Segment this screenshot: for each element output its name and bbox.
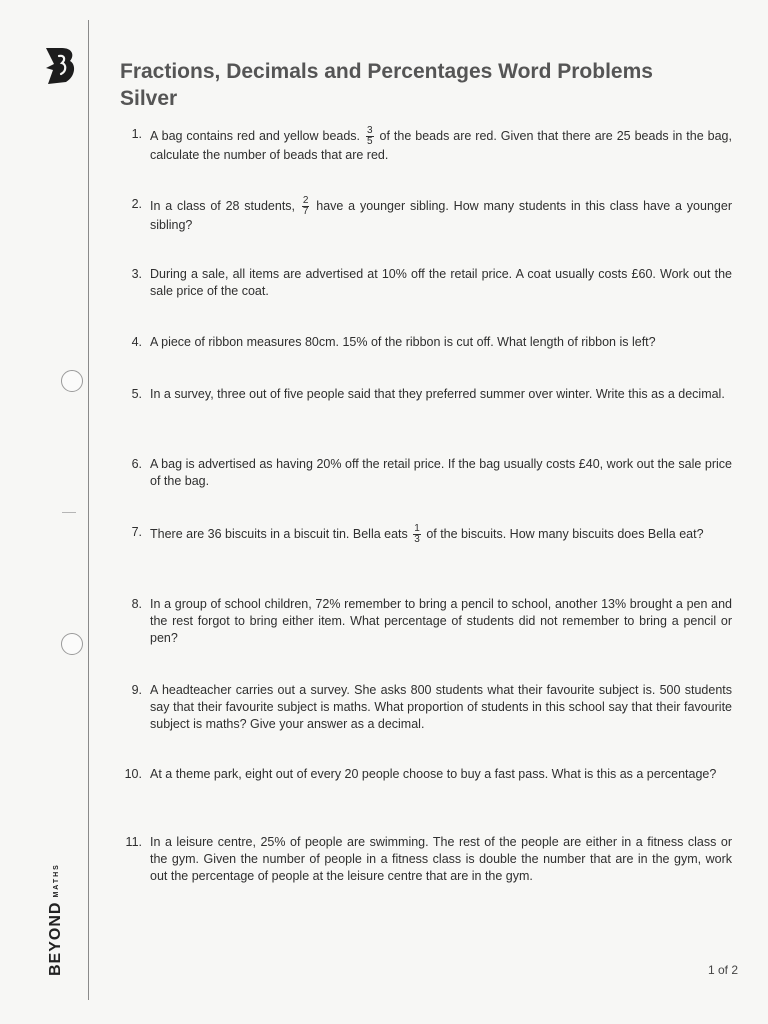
fraction [302, 196, 310, 217]
question-text-part: In a class of 28 students, [150, 198, 296, 213]
fraction-numerator: 2 [302, 195, 309, 206]
question-5 [118, 386, 732, 403]
question-text: In a survey, three out of five people said that they preferred summer over winter. Write this as a decimal. [150, 387, 725, 401]
fraction-denominator: 5 [367, 136, 373, 147]
question-number: 10. [124, 767, 142, 781]
question-text-part: A bag contains red and yellow beads. [150, 128, 361, 143]
question-text: At a theme park, eight out of every 20 people choose to buy a fast pass. What is this as a percentage? [150, 767, 717, 781]
question-text: A headteacher carries out a survey. She asks 800 students what their favourite subject is. 500 students say that their favourite subject is maths. What proportion of students in this school say that their favourite subject is maths? Give your answer as a decimal. [150, 683, 732, 731]
question-text [150, 126, 732, 164]
question-text [150, 524, 732, 545]
question-number: 2. [131, 197, 142, 211]
fraction-denominator: 3 [414, 534, 420, 545]
fraction-denominator: 7 [302, 206, 309, 217]
fraction-numerator: 3 [367, 125, 373, 136]
question-text-part: of the beads are red. Given that there are 25 beads in the bag, calculate the number of beads that are red. [150, 128, 732, 162]
question-text: In a group of school children, 72% remember to bring a pencil to school, another 13% brought a pen and the rest forgot to bring either item. What percentage of students did not remember to bring a pencil or pen? [150, 597, 732, 645]
worksheet-title [120, 58, 740, 112]
question-number: 6. [131, 457, 142, 471]
page-number: 1 of 2 [707, 963, 738, 977]
question-number: 7. [131, 525, 142, 539]
question-number: 8. [131, 597, 142, 611]
question-number: 5. [131, 387, 142, 401]
question-number: 4. [131, 335, 142, 349]
fraction [366, 126, 374, 147]
question-text: During a sale, all items are advertised at 10% off the retail price. A coat usually costs £60. Work out the sale price of the coat. [150, 267, 732, 298]
question-6 [118, 456, 732, 490]
question-3 [118, 266, 732, 300]
question-text-part: of the biscuits. How many biscuits does Bella eat? [426, 526, 704, 541]
beyond-logo-icon [42, 46, 78, 86]
question-text-part: have a younger sibling. How many students in this class have a younger sibling? [150, 198, 732, 232]
punch-hole [61, 370, 83, 392]
question-9 [118, 682, 732, 733]
question-number: 3. [131, 267, 142, 281]
punch-hole [61, 633, 83, 655]
question-10 [118, 766, 732, 783]
question-4 [118, 334, 732, 351]
question-text [150, 196, 732, 234]
brand-subname: MATHS [53, 863, 60, 898]
question-11 [118, 834, 732, 885]
question-7 [118, 524, 732, 545]
question-text: In a leisure centre, 25% of people are swimming. The rest of the people are either in a fitness class or the gym. Given the number of people in a fitness class is double the number that are in the gym, work out the percentage of people at the leisure centre that are in the gym. [150, 835, 732, 883]
fraction [413, 524, 421, 545]
question-number: 11. [125, 835, 142, 849]
fraction-numerator: 1 [414, 523, 420, 534]
question-2 [118, 196, 732, 234]
brand-name: BEYOND [47, 901, 64, 976]
title-line-1: Fractions, Decimals and Percentages Word Problems [120, 60, 653, 83]
question-text: A bag is advertised as having 20% off the retail price. If the bag usually costs £40, work out the sale price of the bag. [150, 457, 732, 488]
question-number: 1. [131, 127, 142, 141]
fold-mark [62, 512, 76, 513]
question-number: 9. [131, 683, 142, 697]
brand-vertical [47, 863, 65, 976]
question-8 [118, 596, 732, 647]
question-text: A piece of ribbon measures 80cm. 15% of the ribbon is cut off. What length of ribbon is left? [150, 335, 656, 349]
question-text-part: There are 36 biscuits in a biscuit tin. Bella eats [150, 526, 408, 541]
title-line-2: Silver [120, 87, 178, 110]
question-1 [118, 126, 732, 164]
margin-line [88, 20, 89, 1000]
